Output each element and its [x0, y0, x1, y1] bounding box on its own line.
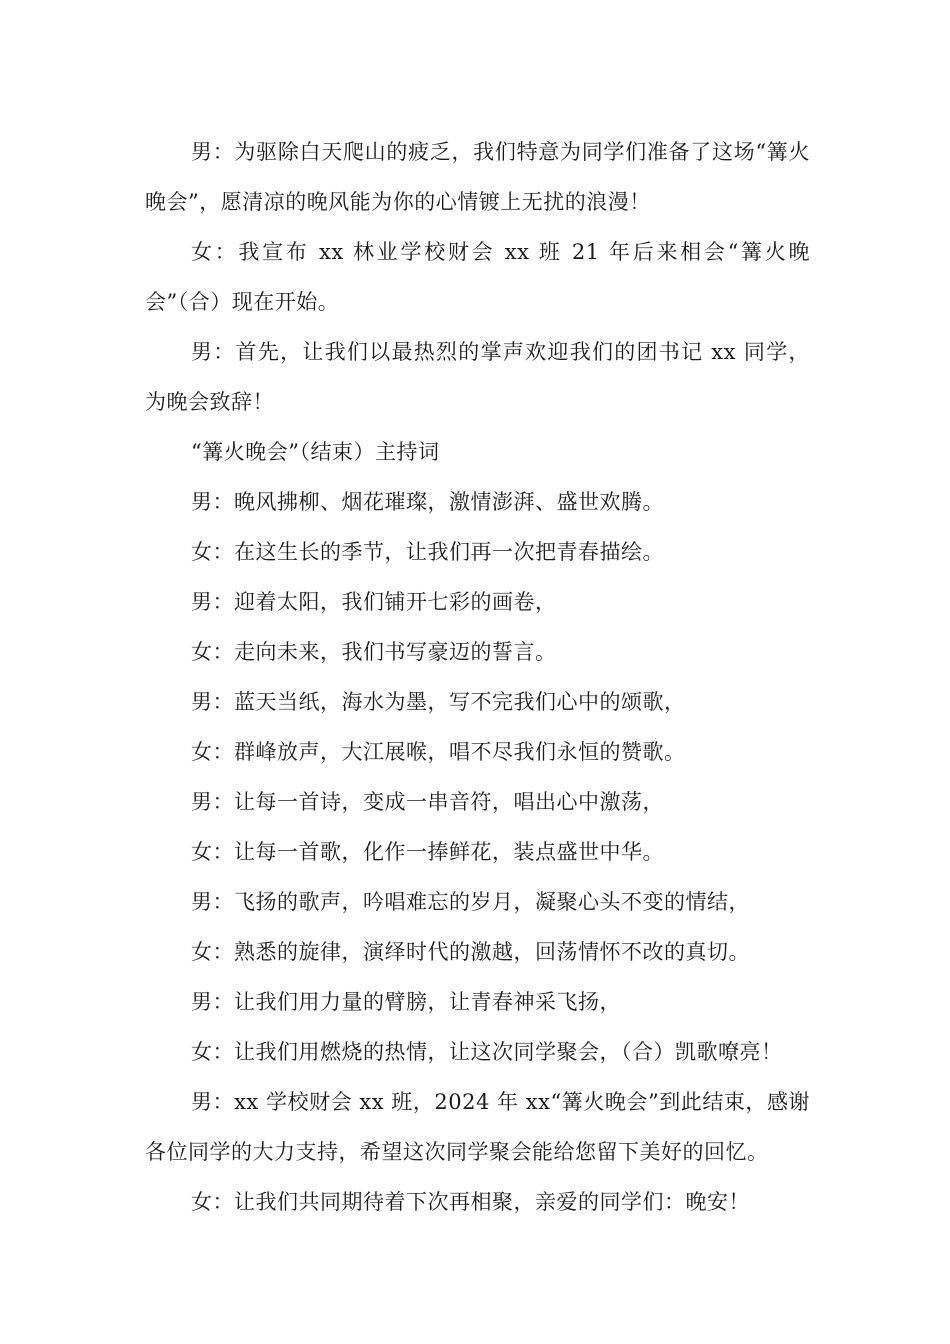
paragraph-18: 女：让我们共同期待着下次再相聚，亲爱的同学们：晚安！: [191, 1190, 750, 1214]
paragraph-12: 女：让每一首歌，化作一捧鲜花，装点盛世中华。: [191, 840, 664, 864]
paragraph-13: 男：飞扬的歌声，吟唱难忘的岁月，凝聚心头不变的情结，: [191, 890, 750, 914]
paragraph-7: 男：迎着太阳，我们铺开七彩的画卷，: [191, 590, 557, 614]
paragraph-1: 男：为驱除白天爬山的疲乏，我们特意为同学们准备了这场“篝火晚会”，愿清凉的晚风能为你的心情镀上无扰的浪漫！: [145, 140, 810, 214]
paragraph-8: 女：走向未来，我们书写豪迈的誓言。: [191, 640, 557, 664]
paragraph-17: 男：xx 学校财会 xx 班，2024 年 xx“篝火晚会”到此结束，感谢各位同学的大力支持，希望这次同学聚会能给您留下美好的回忆。: [145, 1090, 810, 1164]
paragraph-16: 女：让我们用燃烧的热情，让这次同学聚会，（合）凯歌嘹亮！: [191, 1040, 783, 1064]
section-heading: “篝火晚会”（结束）主持词: [191, 440, 440, 464]
paragraph-2: 女：我宣布 xx 林业学校财会 xx 班 21 年后来相会“篝火晚会”（合）现在开始。: [145, 240, 810, 314]
paragraph-14: 女：熟悉的旋律，演绎时代的激越，回荡情怀不改的真切。: [191, 940, 750, 964]
document-body: [145, 127, 810, 1227]
paragraph-9: 男：蓝天当纸，海水为墨，写不完我们心中的颂歌，: [191, 690, 686, 714]
paragraph-3: 男：首先，让我们以最热烈的掌声欢迎我们的团书记 xx 同学，为晚会致辞！: [145, 340, 810, 414]
paragraph-6: 女：在这生长的季节，让我们再一次把青春描绘。: [191, 540, 664, 564]
paragraph-15: 男：让我们用力量的臂膀，让青春神采飞扬，: [191, 990, 621, 1014]
paragraph-5: 男：晚风拂柳、烟花璀璨，激情澎湃、盛世欢腾。: [191, 490, 664, 514]
paragraph-10: 女：群峰放声，大江展喉，唱不尽我们永恒的赞歌。: [191, 740, 686, 764]
paragraph-11: 男：让每一首诗，变成一串音符，唱出心中激荡，: [191, 790, 664, 814]
